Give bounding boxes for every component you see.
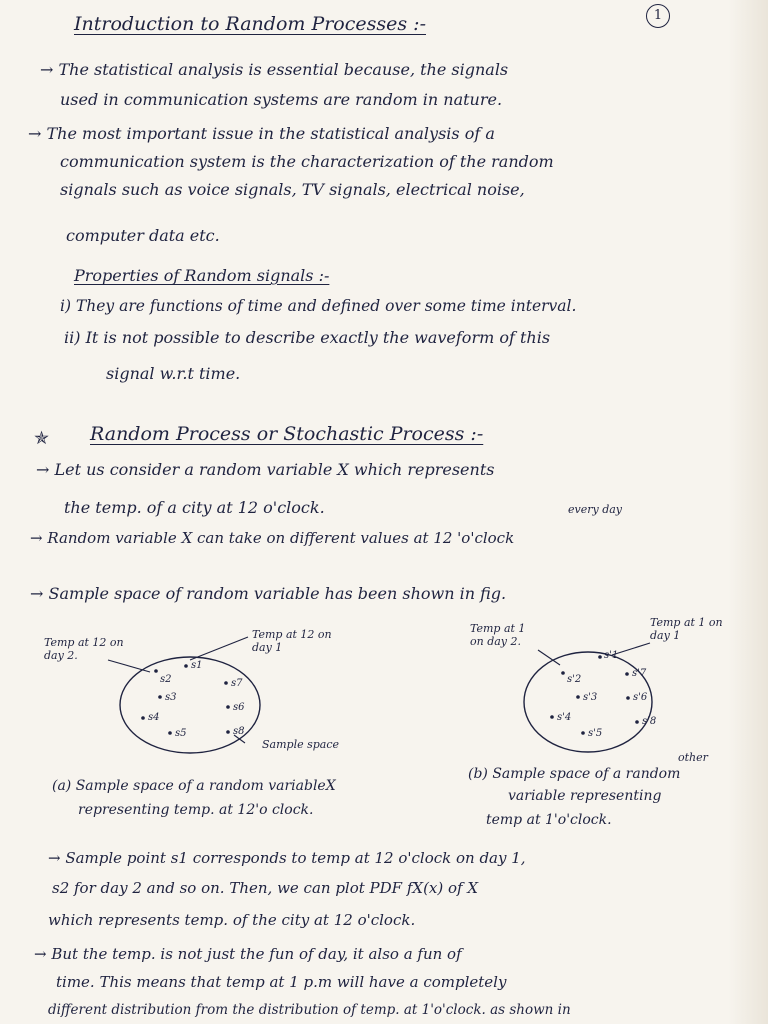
but-line-3: different distribution from the distribution of temp. at 1'o'clock. as shown in [48,1002,571,1018]
but-line-1: → But the temp. is not just the fun of day, it also a fun of [34,945,462,963]
fig-b-point: s'5 [588,728,603,739]
fig-a-point: s7 [231,678,243,689]
fig-a-point: s8 [233,726,245,737]
fig-a-point: s6 [233,702,245,713]
arrow-day1-a [190,637,248,660]
fig-b-label-day2: Temp at 1 on day 2. [470,622,526,648]
rp-line-2: the temp. of a city at 12 o'clock. [64,498,325,517]
fig-a-point: s5 [175,728,187,739]
fig-a-caption-2: representing temp. at 12'o clock. [78,802,314,818]
properties-title: Properties of Random signals :- [74,266,330,285]
fig-a-label-sample-space: Sample space [262,738,340,751]
property-2-continued: signal w.r.t time. [106,364,241,383]
fig-b-point: s'8 [642,716,657,727]
fig-a-label-day2: Temp at 12 on day 2. [44,636,124,662]
fig-b-point: s'3 [583,692,598,703]
fig-a-caption-1: (a) Sample space of a random variableX [52,778,336,794]
fig-b-caption-2: variable representing [508,788,662,804]
page-edge-shadow [728,0,768,1024]
page-title: Introduction to Random Processes :- [74,13,426,35]
fig-b-label-day1: Temp at 1 on day 1 [650,616,723,642]
fig-a-label-day1: Temp at 12 on day 1 [252,628,332,654]
property-1: i) They are functions of time and defined over some time interval. [60,297,577,315]
fig-b-point: s'7 [632,668,647,679]
rp-line-1: → Let us consider a random variable X which represents [36,460,495,479]
intro-line-2: used in communication systems are random in nature. [60,90,503,109]
issue-line-4: computer data etc. [66,226,220,245]
fig-a-point: s2 [160,674,172,685]
fig-b-caption-note: other [678,751,708,764]
star-icon: ✯ [34,428,50,449]
intro-line-1: → The statistical analysis is essential because, the signals [40,60,509,79]
fig-a-point: s3 [165,692,177,703]
property-2: ii) It is not possible to describe exactly the waveform of this [64,328,551,347]
sp-line-1: → Sample point s1 corresponds to temp at 12 o'clock on day 1, [48,849,526,867]
fig-b-point: s'4 [557,712,572,723]
fig-b-caption-3: temp at 1'o'clock. [486,812,612,828]
fig-b-point: s'1 [604,650,619,661]
rp-line-3: → Random variable X can take on different values at 12 'o'clock [30,529,515,547]
but-line-2: time. This means that temp at 1 p.m will have a completely [56,973,507,991]
page-number: 1 [646,4,670,28]
fig-a-point: s4 [148,712,160,723]
issue-line-1: → The most important issue in the statistical analysis of a [28,124,495,143]
sp-line-2: s2 for day 2 and so on. Then, we can plot PDF fX(x) of X [52,879,479,897]
issue-line-2: communication system is the characterization of the random [60,152,554,171]
sp-line-3: which represents temp. of the city at 12 o'clock. [48,911,416,929]
fig-b-caption-1: (b) Sample space of a random [468,766,681,782]
rp-line-4: → Sample space of random variable has been shown in fig. [30,584,507,603]
fig-b-point: s'6 [633,692,648,703]
fig-b-point: s'2 [567,674,582,685]
fig-a-point: s1 [191,660,203,671]
issue-line-3: signals such as voice signals, TV signals, electrical noise, [60,180,525,199]
section-title: Random Process or Stochastic Process :- [90,423,484,445]
rp-note-every-day: every day [568,503,623,516]
